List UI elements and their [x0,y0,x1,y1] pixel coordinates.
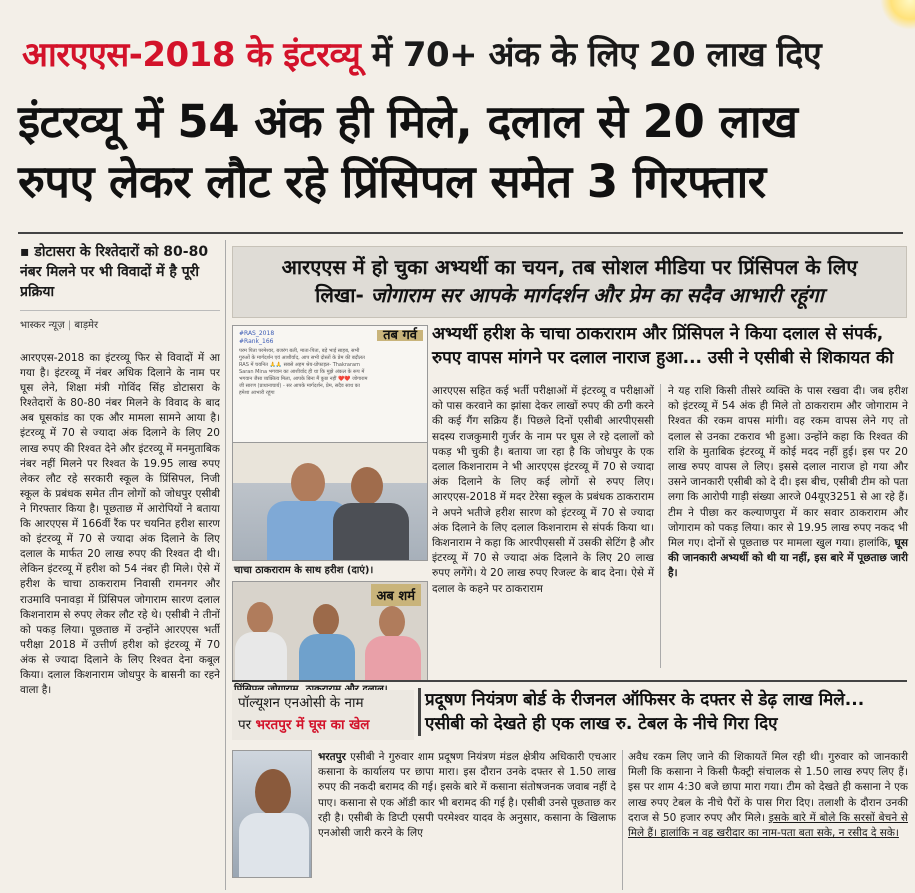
person-head [313,604,339,636]
photo-background [233,443,428,483]
subhead-box [232,246,907,318]
story3-kicker-line-1: पॉल्यूशन एनओसी के नाम [238,695,364,711]
photo-tag-2: अब शर्म [371,584,422,606]
left-column [20,240,220,890]
story2-column-2-text: ने यह राशि किसी तीसरे व्यक्ति के पास रखवा दी। जब हरीश को इंटरव्यू में 54 अंक ही मिले तो ठाकराराम और जोगाराम ने रिश्वत की रकम वापस मांगी। वह रकम वापस लेने गए तो दलाल से उनका टकराव भी हुआ। उन्होंने कहा कि रिश्वत की राशि के मुताबिक इंटरव्यू में कोई मदद नहीं हुई। इस पर 20 लाख रुपए वापस ले लिए। इससे दलाल नाराज हो गया और उसने जानकारी एसीबी को दे दी। इस बीच, एसीबी टीम को पता लगा कि आरोपी गाड़ी संख्या आरजे 04यूए3251 से आ रहे हैं। टीम ने पीछा कर कल्याणपुरा में कार सवार ठाकराराम और जोगाराम को पकड़ लिया। कार से 19.95 लाख रुपए नकद भी मिल गए। दोनों से पूछताछ पर मामला खुल गया। हालांकि, [668,385,908,550]
person-body [239,813,309,878]
person-head [255,769,291,815]
subhead-line-2 [243,281,896,309]
subhead-prefix: लिखा- [315,283,371,307]
story3-kicker-red: भरतपुर में घूस का खेल [255,717,370,733]
screenshot-text: परम पिता परमेश्वर, बजरंग बली, माता-पिता, बड़े भाई साहब, सभी गुरुओं के मार्गदर्शन एवं आशीर्वाद, आप सभी दोस्तों के प्रेम की बदौलत RAS में चयनित 🙏🙏 सबसे अहम श्रेय-प्रोफाइल- Thakraram Saran Mina भगवान का आशीर्वाद ही था कि मुझे अंकल के रूप में भगवान जैसा व्यक्तित्व मिला, आपके बिना मैं कुछ नहीं ❤️❤️ जोगाराम जी सारण (प्राधानाचार्य) - सर आपके मार्गदर्शन, प्रेम, सदैव साथ का हमेशा आभारी रहूंगा [239,348,368,396]
headline-rule [18,232,903,234]
column-divider [225,240,226,890]
section-rule [232,680,907,682]
official-photo [232,750,312,878]
story3-headline: प्रदूषण नियंत्रण बोर्ड के रीजनल ऑफिसर के दफ्तर से डेढ़ लाख मिले... एसीबी को देखते ही एक लाख रु. टेबल के नीचे गिरा दिए [418,688,908,736]
person-head [291,463,325,503]
story3-kicker-line-2 [238,714,408,736]
main-headline [18,92,903,212]
person-body [235,632,287,681]
top-kicker [22,30,821,76]
story3-column-1-text: एसीबी ने गुरुवार शाम प्रदूषण नियंत्रण मंडल क्षेत्रीय अधिकारी एचआर कसाना के कार्यालय पर छापा मारा। इस दौरान उनके दफ्तर से 1.50 लाख रुपए की नकदी बरामद की गई। इसके बारे में कसाना संतोषजनक जवाब नहीं दे पाए। कसाना से एक ऑडी कार भी बरामद की गई है। एसीबी उनसे पूछताछ कर रही है। एसीबी के डिप्टी एसपी परमेश्वर यादव के अनुसार, कसाना के खिलाफ एनओसी जारी करने के लिए [318,751,616,840]
story3-column-1 [318,750,616,841]
kicker-red-text: आरएएस-2018 के इंटरव्यू [22,35,361,75]
byline-separator: | [67,320,72,331]
person-body [333,503,409,561]
photo-arrested-trio [232,581,428,681]
column-divider [622,750,623,890]
photo-caption-1: चाचा ठाकराराम के साथ हरीश (दाएं)। [232,561,428,581]
subhead-italic: जोगाराम सर आपके मार्गदर्शन और प्रेम का सदैव आभारी रहूंगा [370,283,824,307]
photo-column [232,325,428,675]
photo-uncle-with-harish [232,443,428,561]
story3-column-2 [628,750,908,841]
left-body-text: आरएएस-2018 का इंटरव्यू फिर से विवादों में आ गया है। इंटरव्यू में नंबर अधिक दिलाने के नाम पर घूस लेने, शिक्षा मंत्री गोविंद सिंह डोटासरा के रिश्तेदारों के 80-80 नंबर मिलने के विवाद के बाद अब घूसकांड का एक और मामला सामने आया है। इंटरव्यू में 70 से ज्यादा अंक दिलाने के लिए 20 लाख रुपए की रिश्वत देने और इंटरव्यू में मनमुताबिक नंबर नहीं मिलने पर रिश्वत के 19.95 लाख रुपए लेकर लौट रहे सरकारी स्कूल के प्रिंसिपल, निजी स्कूल के प्रबंधक समेत तीन लोगों को जोधपुर एसीबी ने गिरफ्तार किया है। पूछताछ में आरोपियों ने बताया कि आरएएस में 166वीं रैंक पर चयनित हरीश सारण को इंटरव्यू में 70 से ज्यादा अंक दिलाने के लिए दलाल के मार्फत 20 लाख रुपए की रिश्वत दी थी। लेकिन इंटरव्यू में हरीश को 54 नंबर ही मिले। ऐसे में हरीश के चाचा ठाकराराम निवासी रामनगर और राउमावि पनावड़ा में प्रिंसिपल जोगाराम सारण दलाल किशनाराम से रुपए लेकर लौट रहे थे। एसीबी ने तीनों को पकड़ लिया। पूछताछ में उन्होंने आरएएस भर्ती परीक्षा 2018 में उत्तीर्ण हरीश को इंटरव्यू में 70 अंक से ज्यादा दिलाने के लिए रिश्वत देना कबूल किया। दलाल किशनाराम जोधपुर के बासनी का रहने वाला है। [20,352,220,697]
byline [20,310,220,331]
byline-source: भास्कर न्यूज़ [20,320,65,331]
person-head [379,606,405,638]
story3-kicker [232,690,414,740]
story2-column-2 [668,384,908,582]
person-head [247,602,273,634]
person-body [365,636,421,681]
bullet-point: ▪ डोटासरा के रिश्तेदारों को 80-80 नंबर मिलने पर भी विवादों में है पूरी प्रक्रिया [20,244,209,300]
headline-line-1: इंटरव्यू में 54 अंक ही मिले, दलाल से 20 लाख [18,95,798,148]
story3-place: भरतपुर [318,751,346,763]
subhead-line-1: आरएएस में हो चुका अभ्यर्थी का चयन, तब सोशल मीडिया पर प्रिंसिपल के लिए [281,255,858,279]
column-divider [660,384,661,668]
screenshot-hashtags: #RAS_2018 #Rank_166 [239,330,275,345]
story2-headline: अभ्यर्थी हरीश के चाचा ठाकराराम और प्रिंसिपल ने किया दलाल से संपर्क, रुपए वापस मांगने पर दलाल नाराज हुआ... उसी ने एसीबी से शिकायत की [432,324,894,368]
kicker-black-text: में 70+ अंक के लिए 20 लाख दिए [360,35,822,75]
screenshot-tag: तब गर्व [377,330,423,341]
person-head [351,467,383,505]
story3-kicker-prefix: पर [238,717,256,733]
story2-column-1: आरएएस सहित कई भर्ती परीक्षाओं में इंटरव्यू व परीक्षाओं को पास करवाने का झांसा देकर लाखों रुपए की ठगी करने की कई गैंग सक्रिय हैं। पिछले दिनों एसीबी आरपीएससी सदस्य राजकुमारी गुर्जर के नाम पर घूस ले रहे दलालों को पकड़ भी चुकी है। बताया जा रहा है कि जोधपुर के एक दलाल किशनाराम ने भी आरएएस इंटरव्यू में 70 से ज्यादा अंक दिलाने के लिए कई लोगों से रुपए लिए। आरएएस-2018 में मदर टेरेसा स्कूल के प्रबंधक ठाकराराम ने अपने भतीजे हरीश सारण को इंटरव्यू में 70 से ज्यादा अंक दिलाने के लिए दलाल किशनाराम से संपर्क किया था। किशनाराम ने कहा कि आरपीएससी में उसकी सेटिंग है और इंटरव्यू में 70 से ज्यादा अंक दिलाने के लिए 20 लाख रुपए लगेंगे। ये 20 लाख रुपए रिजल्ट के बाद देना। ऐसे में दलाल के कहने पर ठाकराराम [432,385,654,595]
byline-place: बाड़मेर [74,320,99,331]
story3-column-2-underlined: इसके बारे में बोले कि सरसों बेचने से मिले हैं। हालांकि न वह खरीदार का नाम-पता बता सके, न रसीद दे सके। [628,811,908,840]
sun-graphic [880,0,915,30]
story3-column-2-text: अवैध रकम लिए जाने की शिकायतें मिल रही थी। गुरुवार को जानकारी मिली कि कसाना ने किसी फैक्ट्री संचालक से 1.50 लाख रुपए लिए हैं। इस पर शाम 4:30 बजे छापा मारा गया। टीम को देखते ही कसाना ने एक लाख रुपए टेबल के नीचे पैरों के पास गिरा दिए। तलाशी के दौरान उनकी दराज से 50 हजार रुपए और मिले। [628,751,908,824]
person-body [299,634,355,681]
story2-column-2-bold: घूस की जानकारी अभ्यर्थी को थी या नहीं, इस बारे में पूछताछ जारी है। [668,537,908,580]
headline-line-2: रुपए लेकर लौट रहे प्रिंसिपल समेत 3 गिरफ्तार [18,155,766,208]
social-media-screenshot [232,325,428,443]
